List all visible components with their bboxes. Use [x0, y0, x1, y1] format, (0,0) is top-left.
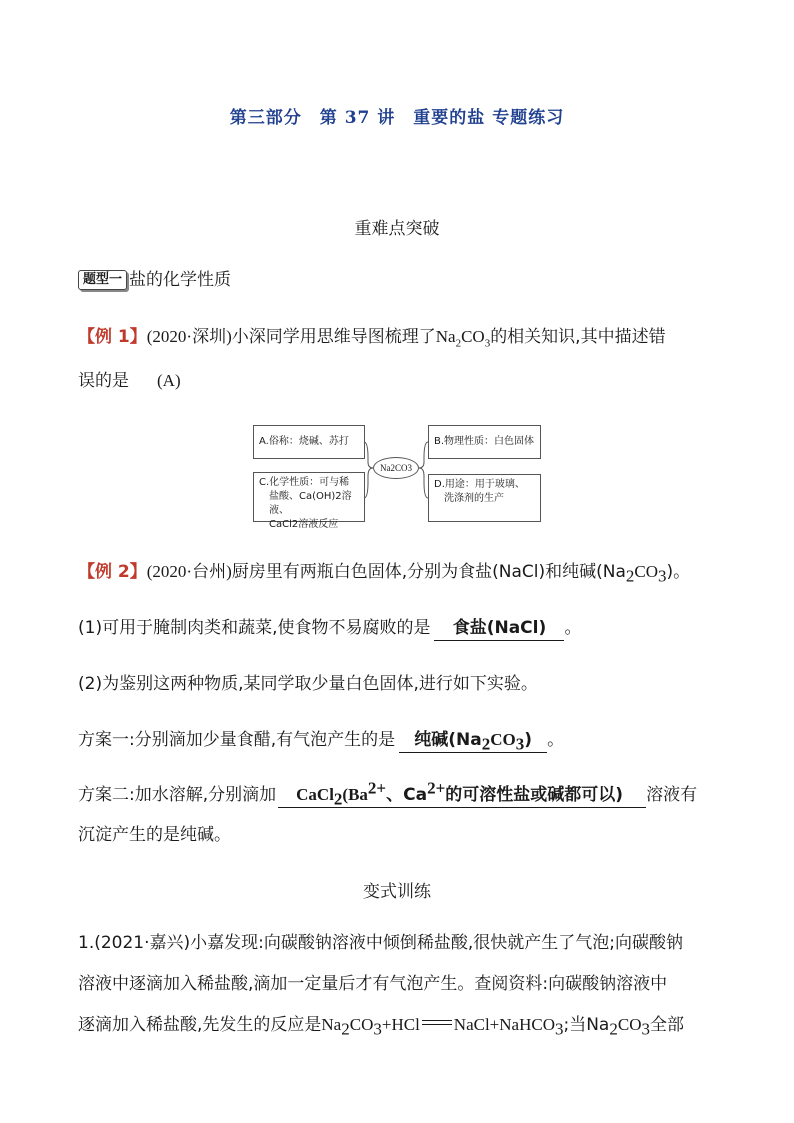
- example2-tag: 【例 2】: [78, 562, 147, 582]
- section-variant-training: 变式训练: [363, 882, 431, 902]
- example2-q1: (1)可用于腌制肉类和蔬菜,使食物不易腐败的是 食盐(NaCl) 。: [78, 616, 581, 641]
- page-title: 第三部分 第 37 讲 重要的盐 专题练习: [229, 108, 565, 128]
- example1-answer: (A): [157, 371, 181, 390]
- question1-line1: 1.(2021·嘉兴)小嘉发现:向碳酸钠溶液中倾倒稀盐酸,很快就产生了气泡;向碳酸钠: [78, 933, 684, 953]
- answer-blank-1: 食盐(NaCl): [434, 616, 564, 641]
- example1-text-after: 的相关知识,其中描述错: [490, 327, 666, 347]
- mind-map-box-b: B.物理性质：白色固体: [428, 425, 541, 459]
- answer-blank-2: 纯碱$(Na_2CO_3)$: [399, 728, 547, 753]
- mind-map-box-a: A.俗称：烧碱、苏打: [253, 425, 365, 459]
- type-badge: 题型一: [78, 270, 127, 290]
- example1-line2-text: 误的是: [78, 371, 129, 391]
- example2-source: (2020·台州): [146, 562, 232, 581]
- example2-text: 厨房里有两瓶白色固体,分别为食盐(NaCl)和纯碱(Na: [231, 562, 626, 582]
- example2-plan2-line2: 沉淀产生的是纯碱。: [78, 825, 231, 845]
- example1-text-before: 小深同学用思维导图梳理了: [231, 327, 436, 347]
- question1-line2: 溶液中逐滴加入稀盐酸,滴加一定量后才有气泡产生。查阅资料:向碳酸钠溶液中: [78, 974, 668, 994]
- example2-q2: (2)为鉴别这两种物质,某同学取少量白色固体,进行如下实验。: [78, 674, 538, 694]
- example1-formula: $Na_2CO_3$: [435, 327, 491, 350]
- example2-plan1: 方案一:分别滴加少量食醋,有气泡产生的是 纯碱$(Na_2CO_3)$ 。: [78, 730, 565, 754]
- mind-map-box-d: D.用途：用于玻璃、 洗涤剂的生产: [428, 474, 541, 522]
- example2-line1: 【例 2】(2020·台州)厨房里有两瓶白色固体,分别为食盐(NaCl)和纯碱$(Na_2CO_3)$。: [78, 562, 691, 586]
- example1-source: (2020·深圳): [146, 327, 232, 346]
- answer-blank-3: $CaCl_2(Ba^{2+}$、$Ca^{2+}$的可溶性盐或碱都可以): [278, 783, 646, 808]
- example1-line1: [78, 325, 666, 349]
- type-one-title: 盐的化学性质: [129, 270, 232, 290]
- reaction-equals-sign: [422, 1020, 452, 1025]
- type-one-heading: [78, 268, 231, 292]
- mind-map-box-c: C.化学性质：可与稀 盐酸、Ca(OH)2溶液、 CaCl2溶液反应: [253, 472, 365, 522]
- example1-tag: 【例 1】: [78, 327, 147, 347]
- question1-line3: 逐滴加入稀盐酸,先发生的反应是$Na_2CO_3+HCl$ NaCl+NaHCO$_3$;当$Na_2CO_3$全部: [78, 1015, 684, 1039]
- mind-map-center: Na2CO3: [373, 457, 419, 479]
- section-key-points: 重难点突破: [354, 219, 440, 239]
- example2-plan2: 方案二:加水溶解,分别滴加 $CaCl_2(Ba^{2+}$、$Ca^{2+}$的可溶性盐或碱都可以) 溶液有: [78, 778, 698, 809]
- example1-line2: [78, 369, 181, 393]
